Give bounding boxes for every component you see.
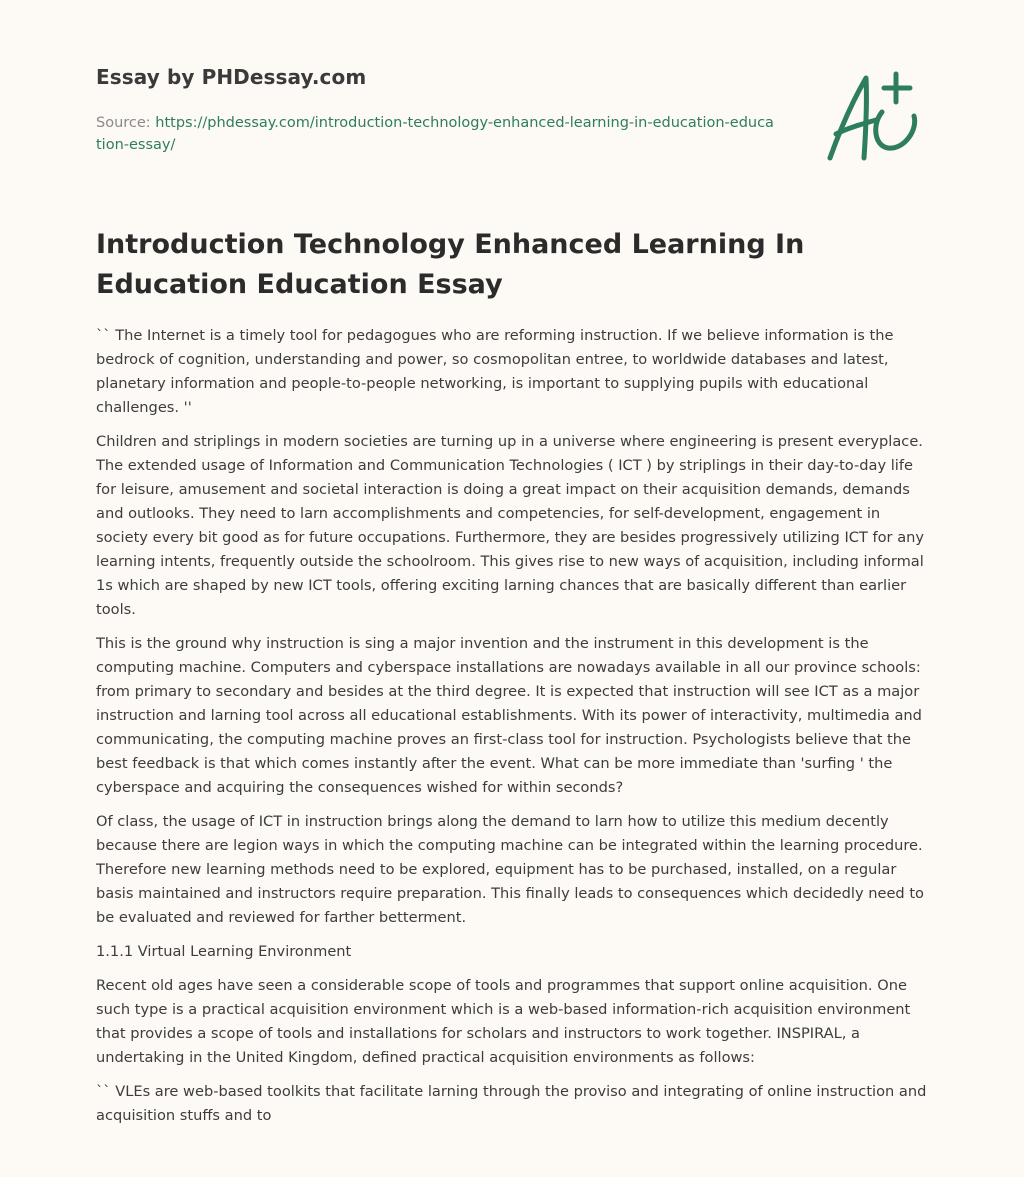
essay-title: Introduction Technology Enhanced Learning In Education Education Essay — [96, 229, 805, 300]
paragraph: Recent old ages have seen a considerable scope of tools and programmes that support online acquisition. One such type is a practical acquisition environment which is a web-based information-rich acquisition environment that provides a scope of tools and installations for scholars and instructors to work together. INSPIRAL, a undertaking in the United Kingdom, defined practical acquisition environments as follows: — [96, 977, 911, 1066]
source-line — [96, 112, 776, 156]
paragraph: `` The Internet is a timely tool for pedagogues who are reforming instruction. If we believe information is the bedrock of cognition, understanding and power, so cosmopolitan entree, to worldwide databases and latest, planetary information and people-to-people networking, is important to supplying pupils with educational challenges. '' — [96, 327, 894, 416]
paragraph: Children and striplings in modern societies are turning up in a universe where engineering is present everyplace. The extended usage of Information and Communication Technologies ( ICT ) by striplings in their day-to-day life for leisure, amusement and societal interaction is doing a great impact on their acquisition demands, demands and outlooks. They need to larn accomplishments and competencies, for self-development, engagement in society every bit good as for future occupations. Furthermore, they are besides progressively utilizing ICT for any learning intents, frequently outside the schoolroom. This gives rise to new ways of acquisition, including informal 1s which are shaped by new ICT tools, offering exciting larning chances that are basically different than earlier tools. — [96, 433, 925, 618]
a-plus-logo-icon — [822, 68, 926, 164]
essay-body — [96, 324, 930, 1138]
source-link[interactable]: https://phdessay.com/introduction-technology-enhanced-learning-in-education-education-essay/ — [96, 115, 774, 153]
paragraph: `` VLEs are web-based toolkits that facilitate larning through the proviso and integrating of online instruction and acquisition stuffs and to — [96, 1083, 927, 1124]
section-heading: 1.1.1 Virtual Learning Environment — [96, 943, 352, 960]
source-label: Source: — [96, 115, 156, 131]
paragraph: Of class, the usage of ICT in instruction brings along the demand to larn how to utilize this medium decently because there are legion ways in which the computing machine can be integrated within the learning procedure. Therefore new learning methods need to be explored, equipment has to be purchased, installed, on a regular basis maintained and instructors require preparation. This finally leads to consequences which decidedly need to be evaluated and reviewed for farther betterment. — [96, 813, 924, 926]
paragraph: This is the ground why instruction is sing a major invention and the instrument in this development is the computing machine. Computers and cyberspace installations are nowadays available in all our province schools: from primary to secondary and besides at the third degree. It is expected that instruction will see ICT as a major instruction and larning tool across all educational establishments. With its power of interactivity, multimedia and communicating, the computing machine proves an first-class tool for instruction. Psychologists believe that the best feedback is that which comes instantly after the event. What can be more immediate than 'surfing ' the cyberspace and acquiring the consequences wished for within seconds? — [96, 635, 922, 796]
brand-name: Essay by PHDessay.com — [96, 65, 367, 89]
